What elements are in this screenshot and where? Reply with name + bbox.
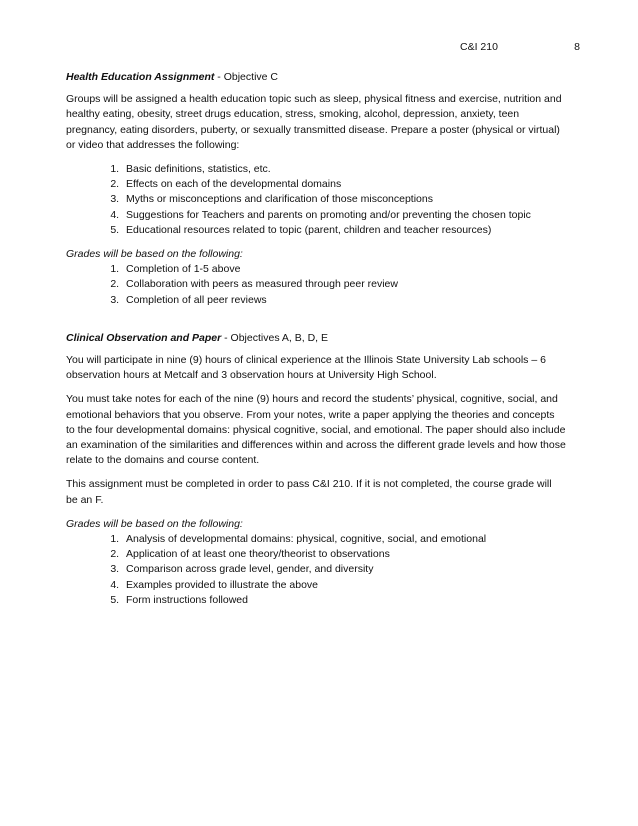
list-item: 5. Educational resources related to topic (parent, children and teacher resources) bbox=[122, 223, 566, 238]
section-spacer bbox=[66, 317, 566, 331]
list-item: 2. Application of at least one theory/theorist to observations bbox=[122, 547, 566, 562]
list-item: 1. Basic definitions, statistics, etc. bbox=[122, 162, 566, 177]
clinical-paragraph-2: You must take notes for each of the nine (9) hours and record the students’ physical, cognitive, social, and emotional behaviors that you observe. From your notes, write a paper applying the theories and concepts to the four developmental domains: physical cognitive, social, and emotional. The paper should also include an examination of the similarities and differences within and across the different grade levels and how those relate to the domains and course content. bbox=[66, 393, 566, 467]
page-header bbox=[460, 40, 580, 55]
list-item: 2. Collaboration with peers as measured through peer review bbox=[122, 277, 566, 292]
list-item: 3. Myths or misconceptions and clarification of those misconceptions bbox=[122, 192, 566, 207]
health-intro: Groups will be assigned a health education topic such as sleep, physical fitness and exercise, nutrition and healthy eating, obesity, street drugs education, stress, smoking, alcohol, depression, anxiety, teen pregnancy, eating disorders, puberty, or sexually transmitted disease. Prepare a poster (physical or virtual) or video that addresses the following: bbox=[66, 93, 562, 151]
clinical-grades-list bbox=[66, 532, 566, 608]
clinical-objective: - Objectives A, B, D, E bbox=[221, 331, 329, 344]
list-item: 1. Analysis of developmental domains: physical, cognitive, social, and emotional bbox=[122, 532, 566, 547]
clinical-section-title bbox=[66, 331, 566, 346]
list-item: 3. Comparison across grade level, gender, and diversity bbox=[122, 562, 566, 577]
clinical-paragraph-1: You will participate in nine (9) hours of clinical experience at the Illinois State University Lab schools – 6 observation hours at Metcalf and 3 observation hours at University High School. bbox=[66, 354, 546, 382]
health-requirements-list bbox=[66, 162, 566, 238]
list-item: 3. Completion of all peer reviews bbox=[122, 293, 566, 308]
clinical-title: Clinical Observation and Paper bbox=[66, 331, 222, 344]
health-grades-list bbox=[66, 262, 566, 308]
clinical-paragraph-3: This assignment must be completed in order to pass C&I 210. If it is not completed, the course grade will be an F. bbox=[66, 478, 552, 506]
clinical-grades-heading: Grades will be based on the following: bbox=[66, 517, 243, 530]
document-body bbox=[66, 70, 566, 617]
list-item: 1. Completion of 1-5 above bbox=[122, 262, 566, 277]
health-title: Health Education Assignment bbox=[66, 71, 215, 83]
list-item: 4. Examples provided to illustrate the above bbox=[122, 578, 566, 593]
list-item: 2. Effects on each of the developmental domains bbox=[122, 177, 566, 192]
health-objective: - Objective C bbox=[214, 71, 278, 83]
course-code: C&I 210 bbox=[460, 41, 498, 53]
page-number: 8 bbox=[574, 41, 580, 53]
health-section-title bbox=[66, 70, 566, 85]
health-grades-heading: Grades will be based on the following: bbox=[66, 248, 243, 261]
list-item: 5. Form instructions followed bbox=[122, 593, 566, 608]
list-item: 4. Suggestions for Teachers and parents on promoting and/or preventing the chosen topic bbox=[122, 208, 566, 223]
